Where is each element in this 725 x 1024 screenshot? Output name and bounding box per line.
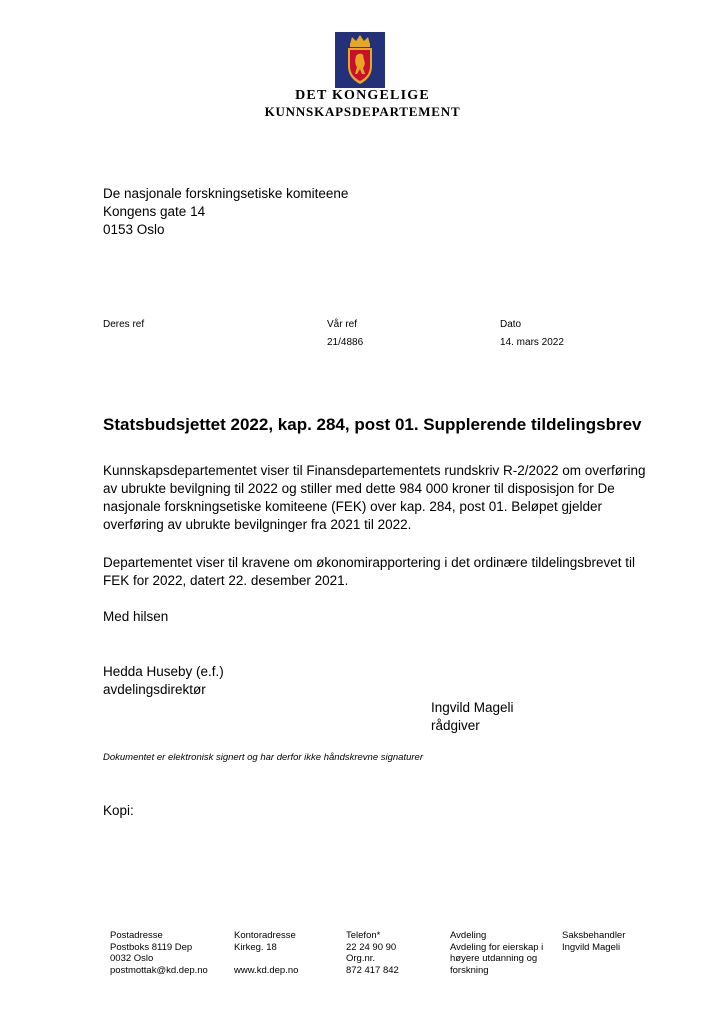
coat-of-arms-icon — [335, 32, 385, 88]
footer-heading: Avdeling — [450, 930, 487, 941]
letter-title: Statsbudsjettet 2022, kap. 284, post 01. Supplerende tildelingsbrev — [103, 415, 642, 434]
body-paragraph-2: Departementet viser til kravene om økonomirapportering i det ordinære tildelingsbrevet til FEK for 2022, datert 22. desember 2021. — [103, 555, 635, 588]
footer-kontoradresse — [234, 930, 298, 976]
signer-2-name: Ingvild Mageli — [431, 700, 514, 715]
var-ref-label: Vår ref — [327, 319, 358, 330]
deres-ref-label: Deres ref — [103, 319, 145, 330]
footer-text: 0032 Oslo — [110, 953, 154, 964]
recipient-address — [103, 185, 348, 239]
footer-text: Org.nr. — [346, 953, 376, 964]
closing-greeting: Med hilsen — [103, 609, 169, 624]
footer-text: Kirkeg. 18 — [234, 941, 277, 953]
footer-text — [234, 953, 298, 965]
footer-text: forskning — [450, 964, 489, 976]
footer-text: Ingvild Mageli — [562, 941, 621, 953]
footer-saksbehandler — [562, 930, 625, 953]
recipient-line: Kongens gate 14 — [103, 204, 206, 219]
footer-text: 872 417 842 — [346, 964, 399, 976]
footer-postadresse — [110, 930, 208, 976]
date-value: 14. mars 2022 — [500, 337, 564, 348]
body-paragraph-1: Kunnskapsdepartementet viser til Finansdepartementets rundskriv R-2/2022 om overføring av ubrukte bevilgning til 2022 og stiller med dette 984 000 kroner til disposisjon for De nasjonale forskningsetiske komiteene (FEK) over kap. 284, post 01. Beløpet gjelder overføring av ubrukte bevilgninger fra 2021 til 2022. — [103, 463, 646, 532]
var-ref-value: 21/4886 — [327, 337, 364, 348]
footer-website: www.kd.dep.no — [234, 964, 299, 976]
signature-note: Dokumentet er elektronisk signert og har derfor ikke håndskrevne signaturer — [103, 752, 423, 763]
footer-heading: Telefon* — [346, 930, 381, 941]
signer-1-title: avdelingsdirektør — [103, 682, 206, 697]
footer-telefon — [346, 930, 399, 976]
department-name-line2: KUNNSKAPSDEPARTEMENT — [264, 104, 461, 119]
footer-heading: Saksbehandler — [562, 930, 626, 941]
date-label: Dato — [500, 319, 522, 330]
department-name-line1: DET KONGELIGE — [295, 88, 430, 103]
footer-heading: Postadresse — [110, 930, 163, 941]
footer-text: 22 24 90 90 — [346, 941, 397, 953]
footer-text: Avdeling for eierskap i — [450, 941, 544, 953]
footer-heading: Kontoradresse — [234, 930, 296, 941]
department-logo — [255, 32, 465, 122]
signer-1-name: Hedda Huseby (e.f.) — [103, 664, 224, 679]
footer-avdeling — [450, 930, 543, 976]
recipient-line: 0153 Oslo — [103, 222, 165, 237]
signer-2-title: rådgiver — [431, 718, 480, 733]
kopi-label: Kopi: — [103, 803, 134, 818]
footer-email: postmottak@kd.dep.no — [110, 964, 208, 976]
recipient-line: De nasjonale forskningsetiske komiteene — [103, 186, 349, 201]
footer-text: høyere utdanning og — [450, 953, 538, 964]
footer-text: Postboks 8119 Dep — [110, 941, 193, 953]
